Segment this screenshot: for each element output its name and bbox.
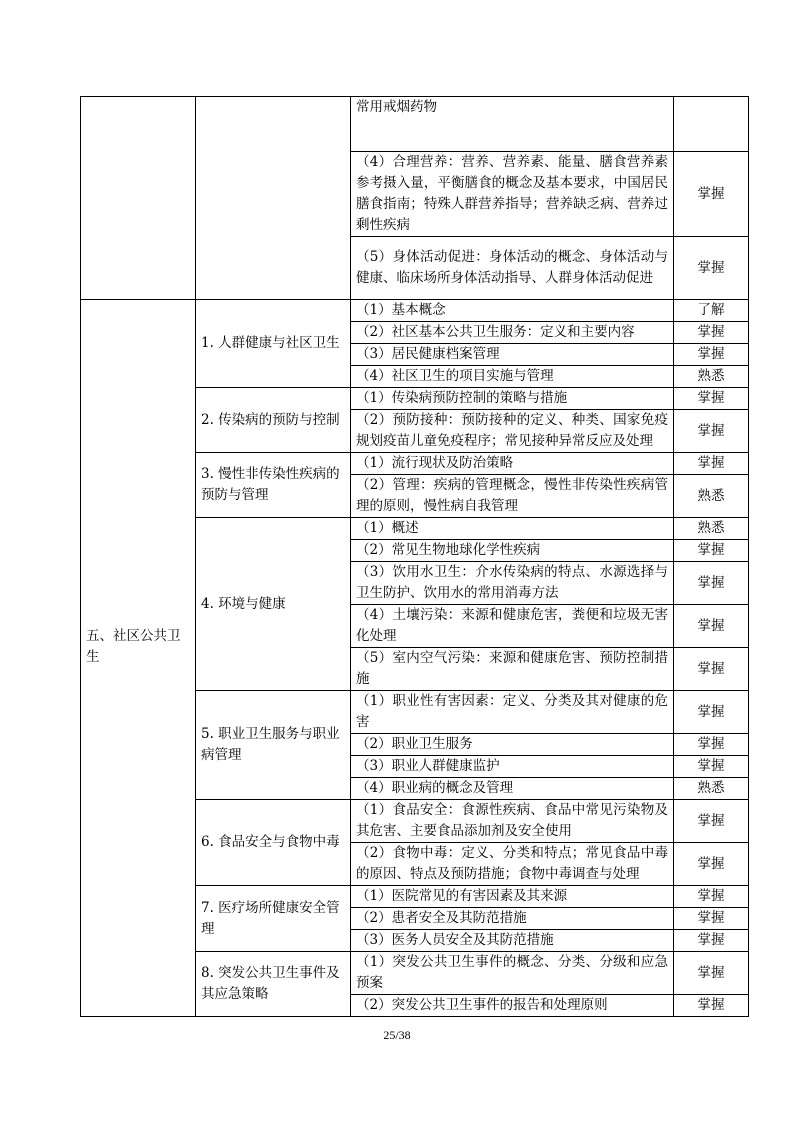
content-cell: （4）土壤污染：来源和健康危害，粪便和垃圾无害化处理 — [351, 605, 674, 648]
section-title: 五、社区公共卫生 — [81, 300, 196, 1017]
unit-title: 5. 职业卫生服务与职业病管理 — [196, 691, 351, 800]
content-cell: （5）室内空气污染：来源和健康危害、预防控制措施 — [351, 648, 674, 691]
page-number: 25/38 — [383, 1028, 411, 1042]
unit-title: 6. 食品安全与食物中毒 — [196, 800, 351, 886]
table-row — [81, 97, 749, 152]
level-cell: 掌握 — [674, 322, 749, 344]
level-cell: 熟悉 — [674, 366, 749, 388]
unit-title: 3. 慢性非传染性疾病的预防与管理 — [196, 453, 351, 518]
level-cell: 掌握 — [674, 410, 749, 453]
content-cell: （2）社区基本公共卫生服务：定义和主要内容 — [351, 322, 674, 344]
content-cell: （2）突发公共卫生事件的报告和处理原则 — [351, 995, 674, 1017]
unit-title: 1. 人群健康与社区卫生 — [196, 300, 351, 388]
content-cell: （4）社区卫生的项目实施与管理 — [351, 366, 674, 388]
level-cell: 熟悉 — [674, 518, 749, 540]
level-cell: 掌握 — [674, 237, 749, 300]
level-cell: 掌握 — [674, 952, 749, 995]
level-cell: 熟悉 — [674, 475, 749, 518]
content-cell: （4）合理营养：营养、营养素、能量、膳食营养素参考摄入量，平衡膳食的概念及基本要求，中国居民膳食指南；特殊人群营养指导；营养缺乏病、营养过剩性疾病 — [351, 152, 674, 237]
content-cell: （2）常见生物地球化学性疾病 — [351, 540, 674, 562]
unit-title: 7. 医疗场所健康安全管理 — [196, 886, 351, 952]
level-cell: 掌握 — [674, 886, 749, 908]
content-cell: （2）预防接种：预防接种的定义、种类、国家免疫规划疫苗儿童免疫程序；常见接种异常反应及处理 — [351, 410, 674, 453]
table-row — [81, 300, 749, 322]
empty-unit-cell — [196, 97, 351, 300]
content-cell: （1）职业性有害因素：定义、分类及其对健康的危害 — [351, 691, 674, 734]
empty-section-cell — [81, 97, 196, 300]
level-cell: 掌握 — [674, 344, 749, 366]
level-cell: 掌握 — [674, 605, 749, 648]
content-cell: （1）医院常见的有害因素及其来源 — [351, 886, 674, 908]
level-cell: 掌握 — [674, 453, 749, 475]
level-cell: 掌握 — [674, 843, 749, 886]
level-cell: 掌握 — [674, 562, 749, 605]
content-cell: （3）职业人群健康监护 — [351, 756, 674, 778]
unit-title: 2. 传染病的预防与控制 — [196, 388, 351, 453]
content-cell: （3）饮用水卫生：介水传染病的特点、水源选择与卫生防护、饮用水的常用消毒方法 — [351, 562, 674, 605]
level-cell: 掌握 — [674, 995, 749, 1017]
content-cell: （1）流行现状及防治策略 — [351, 453, 674, 475]
unit-title: 4. 环境与健康 — [196, 518, 351, 691]
level-cell: 掌握 — [674, 908, 749, 930]
content-cell: （1）突发公共卫生事件的概念、分类、分级和应急预案 — [351, 952, 674, 995]
content-cell: （3）居民健康档案管理 — [351, 344, 674, 366]
content-cell: （4）职业病的概念及管理 — [351, 778, 674, 800]
content-cell: （2）食物中毒：定义、分类和特点；常见食品中毒的原因、特点及预防措施；食物中毒调查与处理 — [351, 843, 674, 886]
syllabus-table — [80, 96, 749, 1017]
content-cell: （2）管理：疾病的管理概念，慢性非传染性疾病管理的原则，慢性病自我管理 — [351, 475, 674, 518]
content-cell: （1）食品安全：食源性疾病、食品中常见污染物及其危害、主要食品添加剂及安全使用 — [351, 800, 674, 843]
level-cell: 掌握 — [674, 648, 749, 691]
content-cell: （2）患者安全及其防范措施 — [351, 908, 674, 930]
level-cell: 掌握 — [674, 734, 749, 756]
content-cell: （1）传染病预防控制的策略与措施 — [351, 388, 674, 410]
content-cell: （5）身体活动促进：身体活动的概念、身体活动与健康、临床场所身体活动指导、人群身体活动促进 — [351, 237, 674, 300]
content-cell: （1）基本概念 — [351, 300, 674, 322]
level-cell: 掌握 — [674, 930, 749, 952]
content-cell: （1）概述 — [351, 518, 674, 540]
level-cell: 了解 — [674, 300, 749, 322]
level-cell: 掌握 — [674, 691, 749, 734]
level-cell: 掌握 — [674, 756, 749, 778]
level-cell: 掌握 — [674, 152, 749, 237]
level-cell: 掌握 — [674, 540, 749, 562]
content-cell: 常用戒烟药物 — [351, 97, 674, 152]
level-cell: 熟悉 — [674, 778, 749, 800]
level-cell: 掌握 — [674, 800, 749, 843]
content-cell: （3）医务人员安全及其防范措施 — [351, 930, 674, 952]
level-cell: 掌握 — [674, 388, 749, 410]
unit-title: 8. 突发公共卫生事件及其应急策略 — [196, 952, 351, 1017]
content-cell: （2）职业卫生服务 — [351, 734, 674, 756]
level-cell — [674, 97, 749, 152]
